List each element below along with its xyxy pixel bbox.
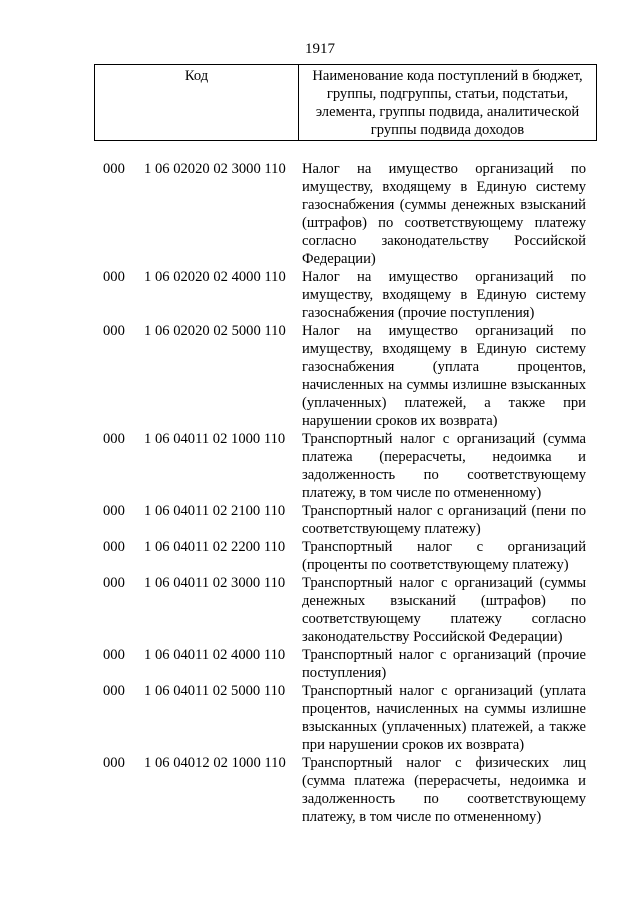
revenue-name-line: задолженность по соответствующему	[302, 467, 586, 483]
revenue-name	[302, 160, 586, 268]
revenue-name-line: платежа (перерасчеты, недоимка и	[302, 449, 586, 465]
revenue-code: 1 06 02020 02 3000 110	[144, 161, 286, 177]
revenue-code: 1 06 04012 02 1000 110	[144, 755, 286, 771]
admin-code: 000	[103, 683, 125, 699]
admin-code: 000	[103, 269, 125, 285]
revenue-name-line: процентов, начисленных на суммы излишне	[302, 701, 586, 717]
revenue-name-line: Налог на имущество организаций по	[302, 323, 586, 339]
admin-code: 000	[103, 647, 125, 663]
table-row	[0, 574, 640, 646]
revenue-name	[302, 430, 586, 502]
table-row	[0, 160, 640, 268]
revenue-name-line: Транспортный налог с организаций (суммы	[302, 575, 586, 591]
revenue-name-line: газоснабжения (уплата процентов,	[302, 359, 586, 375]
admin-code: 000	[103, 161, 125, 177]
admin-code: 000	[103, 431, 125, 447]
revenue-name	[302, 574, 586, 646]
table-row	[0, 538, 640, 574]
table-row	[0, 268, 640, 322]
revenue-name	[302, 754, 586, 826]
revenue-name	[302, 538, 586, 574]
table-header	[94, 64, 597, 141]
table-row	[0, 430, 640, 502]
revenue-name	[302, 646, 586, 682]
header-code-cell: Код	[95, 65, 299, 140]
revenue-name-line: газоснабжения (суммы денежных взысканий	[302, 197, 586, 213]
table-row	[0, 682, 640, 754]
revenue-name-line: газоснабжения (прочие поступления)	[302, 305, 535, 321]
revenue-name-line: соответствующему платежу)	[302, 521, 481, 537]
admin-code: 000	[103, 575, 125, 591]
revenue-code: 1 06 04011 02 5000 110	[144, 683, 286, 699]
revenue-name	[302, 502, 586, 538]
revenue-code: 1 06 04011 02 2100 110	[144, 503, 286, 519]
revenue-name-line: (штрафов) по соответствующему платежу	[302, 215, 586, 231]
revenue-name-line: законодательству Российской Федерации)	[302, 629, 563, 645]
revenue-name-line: платежу, в том числе по отмененному)	[302, 485, 542, 501]
revenue-code: 1 06 02020 02 5000 110	[144, 323, 286, 339]
revenue-name-line: Транспортный налог с организаций (уплата	[302, 683, 586, 699]
revenue-name-line: нарушении сроков их возврата)	[302, 413, 498, 429]
admin-code: 000	[103, 323, 125, 339]
revenue-name-line: платежу, в том числе по отмененному)	[302, 809, 542, 825]
revenue-name	[302, 682, 586, 754]
revenue-name	[302, 322, 586, 430]
revenue-name-line: имуществу, входящему в Единую систему	[302, 179, 586, 195]
revenue-name-line: имуществу, входящему в Единую систему	[302, 287, 586, 303]
revenue-name-line: Транспортный налог с организаций (прочие	[302, 647, 586, 663]
revenue-code: 1 06 04011 02 1000 110	[144, 431, 286, 447]
revenue-code: 1 06 02020 02 4000 110	[144, 269, 286, 285]
revenue-name-line: Налог на имущество организаций по	[302, 161, 586, 177]
table-row	[0, 322, 640, 430]
page-number: 1917	[305, 41, 335, 57]
admin-code: 000	[103, 503, 125, 519]
revenue-name-line: поступления)	[302, 665, 387, 681]
table-row	[0, 646, 640, 682]
revenue-name-line: (проценты по соответствующему платежу)	[302, 557, 569, 573]
revenue-name-line: Федерации)	[302, 251, 376, 267]
revenue-name-line: Транспортный налог с организаций	[302, 539, 586, 555]
revenue-name-line: начисленных на суммы излишне взысканных	[302, 377, 586, 393]
revenue-name-line: взысканных (уплаченных) платежей, а также	[302, 719, 586, 735]
revenue-code: 1 06 04011 02 4000 110	[144, 647, 286, 663]
table-row	[0, 502, 640, 538]
revenue-code: 1 06 04011 02 2200 110	[144, 539, 286, 555]
revenue-name-line: задолженность по соответствующему	[302, 791, 586, 807]
revenue-name	[302, 268, 586, 322]
revenue-codes-list	[0, 160, 640, 826]
header-name-cell: Наименование кода поступлений в бюджет, группы, подгруппы, статьи, подстатьи, элемента, группы подвида, аналитической группы подвида доходов	[312, 68, 583, 138]
revenue-name-line: (сумма платежа (перерасчеты, недоимка и	[302, 773, 586, 789]
revenue-name-line: (уплаченных) платежей, а также при	[302, 395, 586, 411]
revenue-name-line: Транспортный налог с организаций (сумма	[302, 431, 586, 447]
revenue-name-line: Транспортный налог с физических лиц	[302, 755, 586, 771]
revenue-name-line: Транспортный налог с организаций (пени по	[302, 503, 586, 519]
revenue-name-line: при нарушении сроков их возврата)	[302, 737, 525, 753]
revenue-name-line: имуществу, входящему в Единую систему	[302, 341, 586, 357]
revenue-name-line: Налог на имущество организаций по	[302, 269, 586, 285]
admin-code: 000	[103, 755, 125, 771]
revenue-name-line: соответствующему платежу согласно	[302, 611, 586, 627]
table-row	[0, 754, 640, 826]
revenue-name-line: согласно законодательству Российской	[302, 233, 586, 249]
revenue-name-line: денежных взысканий (штрафов) по	[302, 593, 586, 609]
revenue-code: 1 06 04011 02 3000 110	[144, 575, 286, 591]
admin-code: 000	[103, 539, 125, 555]
